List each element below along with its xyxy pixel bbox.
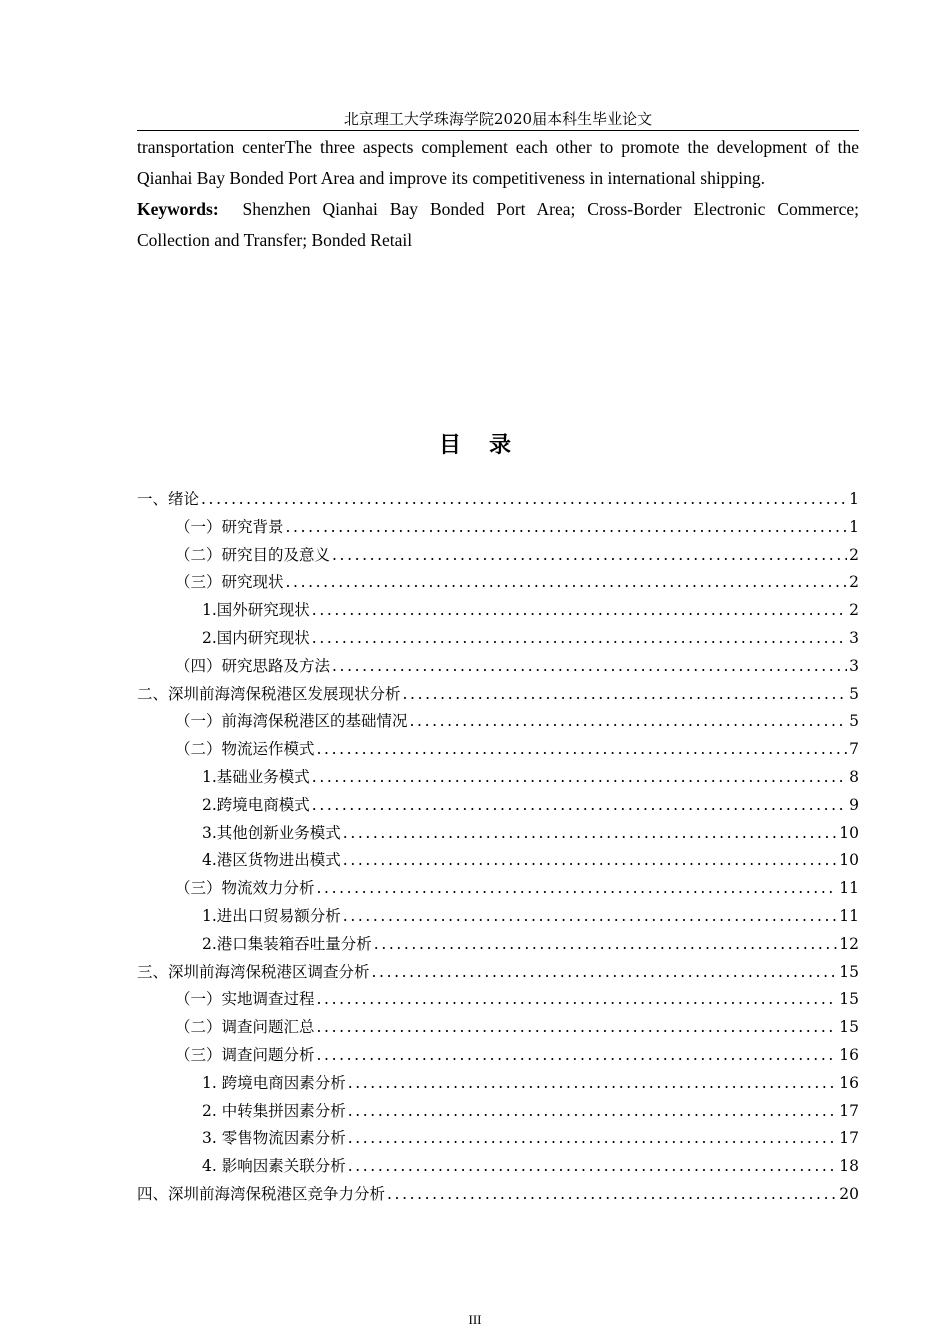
toc-entry-label: （二）调查问题汇总 (175, 1018, 315, 1037)
dot-leader (317, 990, 838, 1008)
toc-entry-page: 17 (839, 1129, 859, 1148)
toc-entry-page: 8 (849, 767, 859, 786)
toc-entry-page: 1 (849, 517, 859, 536)
dot-leader (348, 1074, 838, 1092)
dot-leader (286, 573, 848, 591)
toc-entry-page: 15 (839, 990, 859, 1009)
dot-leader (332, 657, 847, 675)
toc-entry-page: 3 (849, 628, 859, 647)
dot-leader (317, 740, 848, 758)
toc-entry-page: 10 (839, 851, 859, 870)
toc-entry-page: 2 (849, 601, 859, 620)
toc-entry[interactable] (137, 515, 859, 543)
dot-leader (343, 824, 837, 842)
toc-entry[interactable] (137, 1099, 859, 1127)
toc-entry-page: 15 (839, 1018, 859, 1037)
toc-entry-page: 9 (849, 795, 859, 814)
toc-entry-page: 1 (849, 490, 859, 508)
toc-entry[interactable] (137, 737, 859, 765)
toc-entry-page: 20 (839, 1184, 859, 1203)
dot-leader (343, 851, 837, 869)
toc-entry-page: 5 (849, 684, 859, 703)
dot-leader (343, 907, 837, 925)
toc-entry-label: （四）研究思路及方法 (175, 656, 331, 675)
toc-entry-label: 3.其他创新业务模式 (202, 823, 341, 842)
toc-entry[interactable] (137, 876, 859, 904)
dot-leader (317, 879, 838, 897)
dot-leader (312, 796, 847, 814)
toc-entry[interactable] (137, 765, 859, 793)
dot-leader (312, 768, 847, 786)
toc-entry-page: 3 (849, 656, 859, 675)
toc-entry-label: 2.国内研究现状 (202, 628, 310, 647)
toc-entry[interactable] (137, 793, 859, 821)
dot-leader (410, 712, 848, 730)
dot-leader (332, 546, 847, 564)
dot-leader (348, 1129, 838, 1147)
dot-leader (348, 1157, 838, 1175)
toc-entry[interactable] (137, 682, 859, 710)
toc-entry-label: 2.港口集装箱吞吐量分析 (202, 934, 372, 953)
toc-entry[interactable] (137, 1071, 859, 1099)
dot-leader (374, 935, 837, 953)
table-of-contents (137, 487, 859, 1210)
toc-entry[interactable] (137, 570, 859, 598)
abstract-paragraph: transportation centerThe three aspects complement each other to promote the development of the Qianhai Bay Bonded Port Area and improve its competitiveness in international shipping. (137, 137, 859, 188)
toc-entry-label: （二）研究目的及意义 (175, 545, 331, 564)
toc-entry-page: 5 (849, 712, 859, 731)
toc-entry-label: （三）研究现状 (175, 573, 284, 592)
toc-entry[interactable] (137, 709, 859, 737)
toc-entry-label: 一、绪论 (137, 490, 200, 508)
dot-leader (312, 629, 847, 647)
toc-entry[interactable] (137, 654, 859, 682)
toc-entry-label: 1. 跨境电商因素分析 (202, 1073, 346, 1092)
toc-entry-page: 16 (839, 1045, 859, 1064)
dot-leader (317, 1046, 838, 1064)
toc-entry[interactable] (137, 1015, 859, 1043)
dot-leader (387, 1185, 837, 1203)
toc-entry-page: 11 (839, 906, 859, 925)
toc-entry-label: 4.港区货物进出模式 (202, 851, 341, 870)
toc-entry-label: 四、深圳前海湾保税港区竞争力分析 (137, 1184, 386, 1203)
toc-entry[interactable] (137, 987, 859, 1015)
toc-entry-page: 12 (839, 934, 859, 953)
toc-entry-label: （三）调查问题分析 (175, 1045, 315, 1064)
dot-leader (403, 685, 848, 703)
page-header: 北京理工大学珠海学院2020届本科生毕业论文 (343, 110, 653, 128)
toc-entry-label: （三）物流效力分析 (175, 879, 315, 898)
toc-entry-label: （一）实地调查过程 (175, 990, 315, 1009)
toc-entry[interactable] (137, 626, 859, 654)
toc-entry-page: 2 (849, 545, 859, 564)
toc-entry-page: 10 (839, 823, 859, 842)
toc-entry-label: 3. 零售物流因素分析 (202, 1129, 346, 1148)
dot-leader (286, 518, 848, 536)
toc-entry-label: 1.国外研究现状 (202, 601, 310, 620)
keywords-text: Shenzhen Qianhai Bay Bonded Port Area; Cross-Border Electronic Commerce; Collection and Transfer; Bonded Retail (137, 199, 859, 250)
dot-leader (312, 601, 847, 619)
toc-entry[interactable] (137, 932, 859, 960)
toc-entry-page: 18 (839, 1157, 859, 1176)
toc-entry[interactable] (137, 1126, 859, 1154)
toc-entry[interactable] (137, 543, 859, 571)
toc-entry[interactable] (137, 598, 859, 626)
dot-leader (317, 1018, 838, 1036)
toc-entry[interactable] (137, 848, 859, 876)
abstract-section (137, 132, 859, 256)
toc-entry-label: 1.进出口贸易额分析 (202, 906, 341, 925)
toc-entry[interactable] (137, 960, 859, 988)
dot-leader (201, 490, 847, 508)
dot-leader (348, 1102, 838, 1120)
toc-entry-page: 15 (839, 962, 859, 981)
toc-entry-label: （一）研究背景 (175, 517, 284, 536)
keywords-line (137, 194, 859, 256)
toc-entry[interactable] (137, 1154, 859, 1182)
toc-entry[interactable] (137, 1043, 859, 1071)
toc-entry-page: 16 (839, 1073, 859, 1092)
toc-entry-label: （一）前海湾保税港区的基础情况 (175, 712, 408, 731)
page-number: III (468, 1312, 482, 1327)
toc-entry-label: 1.基础业务模式 (202, 767, 310, 786)
toc-entry-label: 三、深圳前海湾保税港区调查分析 (137, 962, 370, 981)
toc-entry-page: 2 (849, 573, 859, 592)
toc-entry[interactable] (137, 1182, 859, 1210)
toc-entry[interactable] (137, 904, 859, 932)
keywords-label: Keywords: (137, 199, 219, 219)
toc-entry-label: 2.跨境电商模式 (202, 795, 310, 814)
toc-entry-page: 11 (839, 879, 859, 898)
toc-entry-page: 17 (839, 1101, 859, 1120)
dot-leader (372, 963, 838, 981)
toc-entry-page: 7 (849, 740, 859, 759)
toc-entry-label: 二、深圳前海湾保税港区发展现状分析 (137, 684, 401, 703)
header-divider (137, 130, 859, 131)
toc-entry[interactable] (137, 487, 859, 515)
toc-title: 目录 (438, 432, 539, 458)
toc-entry-label: 2. 中转集拼因素分析 (202, 1101, 346, 1120)
toc-entry-label: （二）物流运作模式 (175, 740, 315, 759)
toc-entry[interactable] (137, 821, 859, 849)
toc-entry-label: 4. 影响因素关联分析 (202, 1157, 346, 1176)
